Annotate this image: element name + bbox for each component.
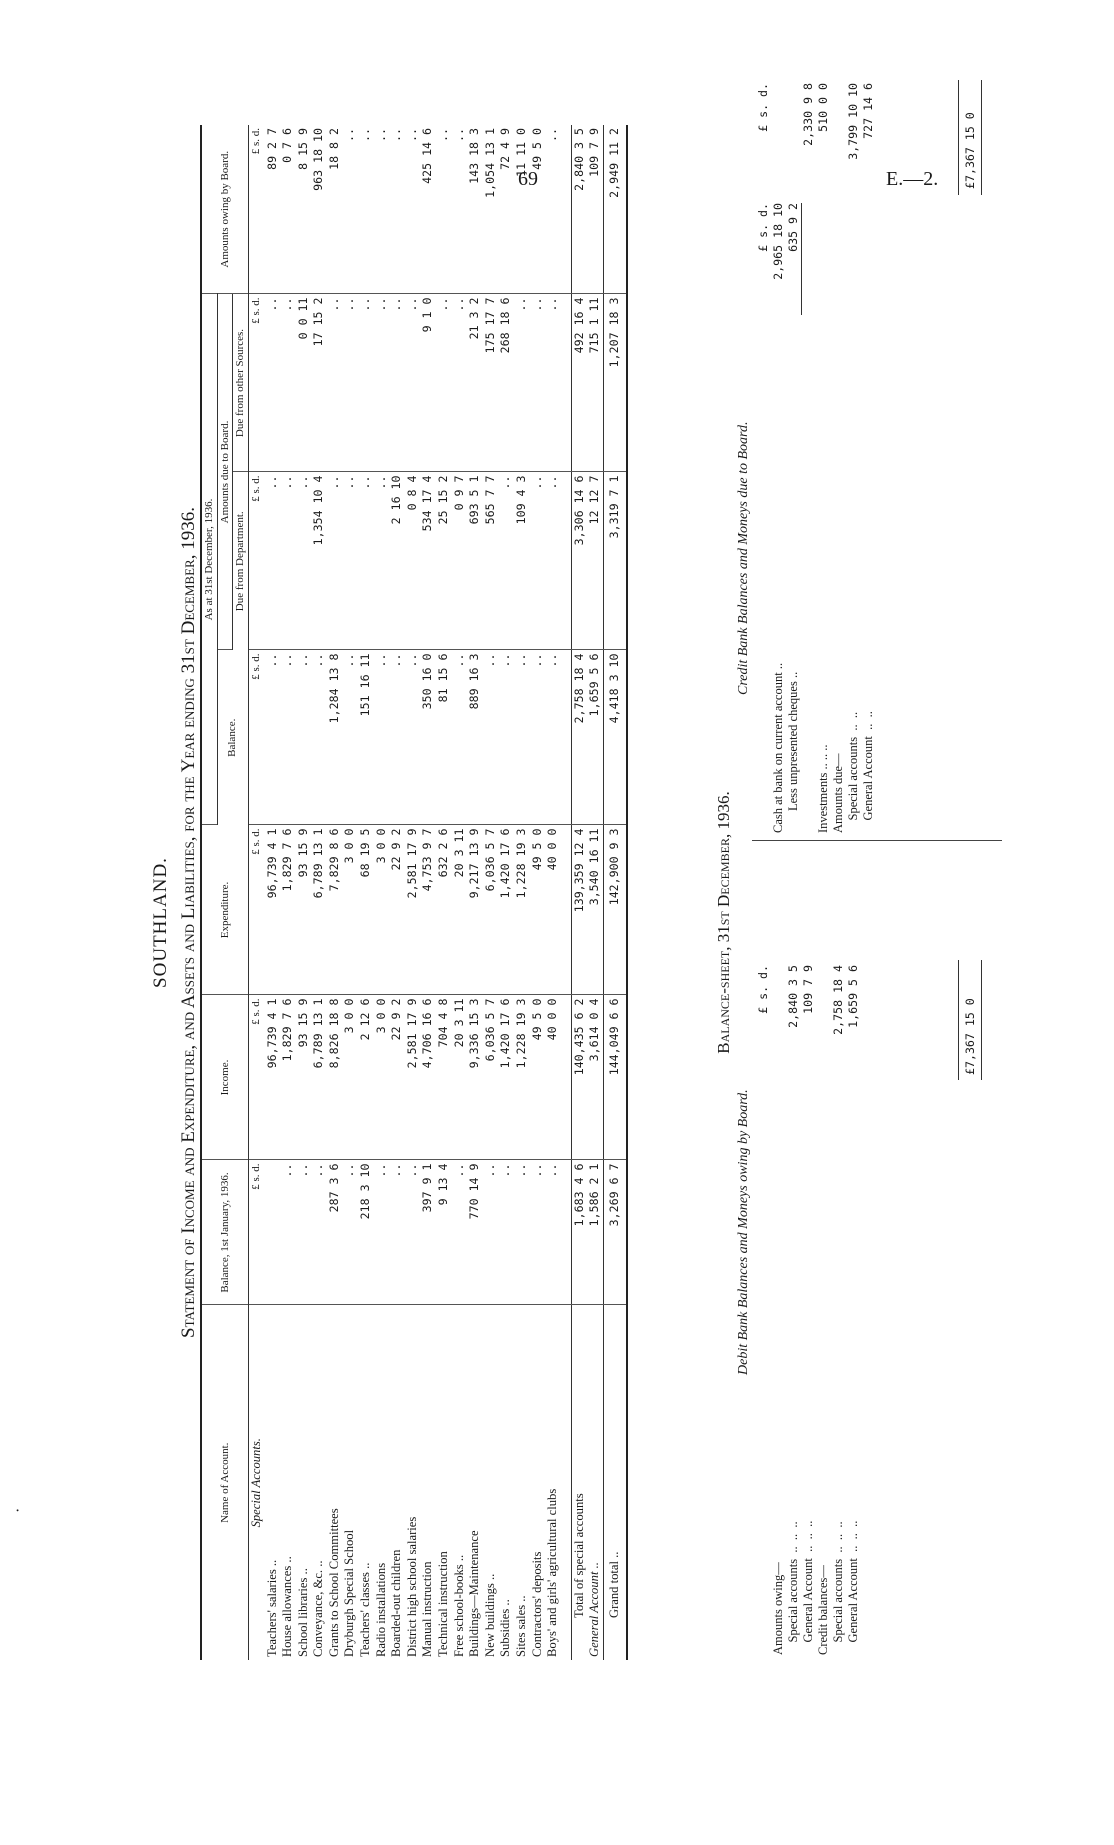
due-dept-cell: 3,319 7 1 [603, 472, 627, 650]
due-other-cell: .. [436, 294, 452, 472]
balance-start-cell [265, 1160, 281, 1305]
bs-label: Amounts due— [831, 753, 845, 833]
due-dept-cell: .. [327, 472, 343, 650]
owing-cell: 963 18 10 [311, 125, 327, 294]
debit-total: £7,367 15 0 [963, 998, 977, 1075]
bs-label: General Account .. .. [861, 711, 875, 833]
due-other-cell: .. [327, 294, 343, 472]
balance-end-cell: 889 16 3 [467, 650, 483, 825]
owing-cell: .. [358, 125, 374, 294]
account-name: Grants to School Committees [326, 1508, 341, 1657]
due-dept-cell: 693 5 1 [467, 472, 483, 650]
due-other-cell: .. [545, 294, 561, 472]
balance-start-cell: .. [483, 1160, 499, 1305]
due-dept-cell: 1,354 10 4 [311, 472, 327, 650]
balance-start-cell: .. [311, 1160, 327, 1305]
due-other-cell: 268 18 6 [498, 294, 514, 472]
units-cell: £ s. d. [248, 472, 264, 650]
owing-cell: 89 2 7 [265, 125, 281, 294]
expenditure-cell: 22 9 2 [389, 825, 405, 995]
due-dept-cell: .. [358, 472, 374, 650]
statement-title: Statement of Income and Expenditure, and Assets and Liabilities, for the Year ending 31st December, 1936. [178, 507, 199, 1338]
due-dept-cell: .. [374, 472, 390, 650]
account-name: Radio installations [373, 1562, 388, 1657]
due-dept-cell: 25 15 2 [436, 472, 452, 650]
debit-section [756, 850, 861, 1655]
credit-total-rule [958, 80, 959, 195]
expenditure-cell: 4,753 9 7 [420, 825, 436, 995]
bs-amount: 635 9 2 [786, 203, 800, 252]
list-item [771, 13, 786, 833]
units-cell: £ s. d. [248, 125, 264, 294]
due-other-cell: .. [452, 294, 468, 472]
table-row [452, 125, 468, 1660]
due-other-cell: .. [265, 294, 281, 472]
owing-cell: 8 15 9 [296, 125, 312, 294]
owing-cell: .. [545, 125, 561, 294]
print-mark: · [10, 1507, 27, 1513]
expenditure-cell: 93 15 9 [296, 825, 312, 995]
account-name: Technical instruction [436, 1551, 451, 1657]
bs-label: Special accounts .. .. .. [831, 1521, 845, 1655]
due-dept-cell: 12 12 7 [587, 472, 603, 650]
header-owing: Amounts owing by Board. [201, 125, 248, 294]
header-name: Name of Account. [201, 1305, 248, 1660]
region-title: SOUTHLAND. [150, 857, 171, 988]
balance-start-cell: .. [452, 1160, 468, 1305]
expenditure-cell: 2,581 17 9 [405, 825, 421, 995]
income-cell: 1,829 7 6 [280, 995, 296, 1160]
due-other-cell: 715 1 11 [587, 294, 603, 472]
due-other-cell: 492 16 4 [571, 294, 587, 472]
list-item [831, 850, 846, 1655]
balance-start-cell: .. [342, 1160, 358, 1305]
grand-total-row [603, 125, 627, 1660]
owing-cell: .. [374, 125, 390, 294]
income-expenditure-table [200, 125, 628, 1660]
bs-label: Amounts owing— [771, 1562, 785, 1655]
due-other-cell: 21 3 2 [467, 294, 483, 472]
income-cell: 704 4 8 [436, 995, 452, 1160]
balance-start-cell: 218 3 10 [358, 1160, 374, 1305]
bs-amount: 2,965 18 10 [771, 203, 785, 280]
spacer-row [561, 125, 572, 1660]
due-dept-cell: 3,306 14 6 [571, 472, 587, 650]
bs-amount: 109 7 9 [801, 965, 815, 1014]
table-row [467, 125, 483, 1660]
bs-label: Cash at bank on current account .. [771, 662, 785, 833]
header-amounts-due: Amounts due to Board. [217, 294, 233, 650]
balance-sheet-divider [752, 840, 1002, 841]
due-other-cell: .. [530, 294, 546, 472]
due-other-cell: 17 15 2 [311, 294, 327, 472]
income-cell: 20 3 11 [452, 995, 468, 1160]
account-name: Free school-books .. [451, 1554, 466, 1657]
income-cell: 2,581 17 9 [405, 995, 421, 1160]
credit-section [756, 13, 876, 833]
balance-end-cell: .. [514, 650, 530, 825]
account-name: Buildings—Maintenance [467, 1530, 482, 1657]
list-item [831, 13, 846, 833]
account-name: Subsidies .. [498, 1599, 513, 1657]
due-dept-cell: .. [530, 472, 546, 650]
balance-sheet-title: Balance-sheet, 31st December, 1936. [714, 791, 733, 1054]
account-name: District high school salaries [404, 1516, 419, 1657]
income-cell: 22 9 2 [389, 995, 405, 1160]
income-cell: 1,228 19 3 [514, 995, 530, 1160]
balance-end-cell: .. [405, 650, 421, 825]
account-name: New buildings .. [482, 1573, 497, 1657]
table-row [265, 125, 281, 1660]
expenditure-cell: 1,228 19 3 [514, 825, 530, 995]
units-cell: £ s. d. [248, 825, 264, 995]
income-cell: 8,826 18 8 [327, 995, 343, 1160]
balance-end-cell: 350 16 0 [420, 650, 436, 825]
table-row [420, 125, 436, 1660]
due-dept-cell: 109 4 3 [514, 472, 530, 650]
bs-label: Investments .. .. .. [816, 744, 830, 833]
expenditure-cell: 9,217 13 9 [467, 825, 483, 995]
balance-start-cell: .. [530, 1160, 546, 1305]
header-due-other: Due from other Sources. [233, 294, 249, 472]
income-cell: 6,036 5 7 [483, 995, 499, 1160]
due-other-cell: .. [280, 294, 296, 472]
owing-cell: 18 8 2 [327, 125, 343, 294]
account-name: School libraries .. [295, 1568, 310, 1657]
balance-end-cell: .. [374, 650, 390, 825]
balance-start-cell: 397 9 1 [420, 1160, 436, 1305]
table-row [514, 125, 530, 1660]
balance-start-cell: .. [280, 1160, 296, 1305]
expenditure-cell: 20 3 11 [452, 825, 468, 995]
bs-amount: 3,799 10 10 [846, 83, 860, 160]
document-code: E.—2. [886, 168, 939, 190]
account-name: Sites sales .. [514, 1595, 529, 1657]
table-row [358, 125, 374, 1660]
credit-total: £7,367 15 0 [963, 112, 977, 189]
owing-cell: 11 11 0 [514, 125, 530, 294]
table-row [545, 125, 561, 1660]
bs-amount: 510 0 0 [816, 83, 830, 132]
header-balance: Balance. [217, 650, 248, 825]
credit-title: Credit Bank Balances and Moneys due to Board. [736, 421, 751, 695]
balance-end-cell: 2,758 18 4 [571, 650, 587, 825]
expenditure-cell: 40 0 0 [545, 825, 561, 995]
general-account-row [587, 125, 603, 1660]
balance-end-cell: .. [530, 650, 546, 825]
units-cell: £ s. d. [248, 650, 264, 825]
account-name: Teachers' classes .. [358, 1562, 373, 1657]
balance-start-cell: .. [545, 1160, 561, 1305]
owing-cell: 2,949 11 2 [603, 125, 627, 294]
due-dept-cell: 534 17 4 [420, 472, 436, 650]
income-cell: 49 5 0 [530, 995, 546, 1160]
bs-label: General Account .. .. .. [846, 1520, 860, 1655]
balance-start-cell: 287 3 6 [327, 1160, 343, 1305]
account-name: Total of special accounts [571, 1305, 587, 1660]
list-item [801, 850, 816, 1655]
due-dept-cell: 2 16 10 [389, 472, 405, 650]
balance-start-cell: .. [296, 1160, 312, 1305]
income-cell: 96,739 4 1 [265, 995, 281, 1160]
account-name: Boys' and girls' agricultural clubs [545, 1488, 560, 1657]
bs-units: £ s. d. [756, 83, 770, 132]
account-name: House allowances .. [280, 1556, 295, 1657]
units-row [248, 125, 264, 1660]
balance-end-cell: 1,659 5 6 [587, 650, 603, 825]
expenditure-cell: 7,829 8 6 [327, 825, 343, 995]
due-other-cell: 0 0 11 [296, 294, 312, 472]
balance-start-cell: 3,269 6 7 [603, 1160, 627, 1305]
units-cell: £ s. d. [248, 1160, 264, 1305]
owing-cell: 49 5 0 [530, 125, 546, 294]
bs-label: Credit balances— [816, 1565, 830, 1655]
expenditure-cell: 139,359 12 4 [571, 825, 587, 995]
table-row [405, 125, 421, 1660]
owing-cell: .. [342, 125, 358, 294]
income-cell: 3 0 0 [374, 995, 390, 1160]
owing-cell: 1,054 13 1 [483, 125, 499, 294]
expenditure-cell: 3,540 16 11 [587, 825, 603, 995]
list-item [861, 13, 876, 833]
table-row [483, 125, 499, 1660]
balance-end-cell: 81 15 6 [436, 650, 452, 825]
expenditure-cell: 49 5 0 [530, 825, 546, 995]
table-row [498, 125, 514, 1660]
expenditure-cell: 3 0 0 [342, 825, 358, 995]
owing-cell: 425 14 6 [420, 125, 436, 294]
balance-end-cell: .. [265, 650, 281, 825]
due-dept-cell: .. [342, 472, 358, 650]
account-name: Boarded-out children [389, 1549, 404, 1657]
table-row [311, 125, 327, 1660]
account-name: Teachers' salaries .. [264, 1559, 279, 1657]
expenditure-cell: 96,739 4 1 [265, 825, 281, 995]
debit-title: Debit Bank Balances and Moneys owing by Board. [736, 1089, 751, 1375]
due-other-cell: .. [514, 294, 530, 472]
list-item [786, 850, 801, 1655]
header-expenditure: Expenditure. [201, 825, 248, 995]
balance-start-cell: 9 13 4 [436, 1160, 452, 1305]
list-item [771, 850, 786, 1655]
income-cell: 40 0 0 [545, 995, 561, 1160]
expenditure-cell: 6,036 5 7 [483, 825, 499, 995]
header-due-dept: Due from Department. [233, 472, 249, 650]
income-cell: 4,706 16 6 [420, 995, 436, 1160]
units-cell: £ s. d. [248, 294, 264, 472]
due-other-cell: 1,207 18 3 [603, 294, 627, 472]
balance-end-cell: 1,284 13 8 [327, 650, 343, 825]
account-name: General Account .. [587, 1562, 602, 1657]
expenditure-cell: 68 19 5 [358, 825, 374, 995]
owing-cell: 72 4 9 [498, 125, 514, 294]
list-item [846, 850, 861, 1655]
due-other-cell: .. [389, 294, 405, 472]
bs-label: Special accounts .. .. .. [786, 1521, 800, 1655]
bs-amount: 1,659 5 6 [846, 965, 860, 1028]
balance-start-cell: 1,586 2 1 [587, 1160, 603, 1305]
balance-end-cell: .. [280, 650, 296, 825]
table-row [530, 125, 546, 1660]
balance-start-cell: 770 14 9 [467, 1160, 483, 1305]
bs-units: £ s. d. [756, 203, 770, 252]
table-row [389, 125, 405, 1660]
bs-label: Special accounts .. .. [846, 711, 860, 833]
balance-start-cell: .. [389, 1160, 405, 1305]
page-number: 69 [518, 168, 538, 190]
owing-cell: 109 7 9 [587, 125, 603, 294]
bs-units: £ s. d. [756, 965, 770, 1014]
balance-end-cell: .. [498, 650, 514, 825]
bs-label: Less unpresented cheques .. [786, 671, 800, 811]
list-item [846, 13, 861, 833]
balance-end-cell: .. [342, 650, 358, 825]
header-income: Income. [201, 995, 248, 1160]
due-other-cell: 175 17 7 [483, 294, 499, 472]
due-dept-cell: 0 8 4 [405, 472, 421, 650]
balance-start-cell: .. [374, 1160, 390, 1305]
expenditure-cell: 142,900 9 3 [603, 825, 627, 995]
owing-cell: .. [452, 125, 468, 294]
bs-amount: 2,758 18 4 [831, 965, 845, 1035]
owing-cell: 143 18 3 [467, 125, 483, 294]
list-item [786, 13, 801, 833]
debit-total-double-rule [981, 960, 982, 1080]
expenditure-cell: 6,789 13 1 [311, 825, 327, 995]
due-other-cell: .. [342, 294, 358, 472]
account-name: Manual instruction [420, 1561, 435, 1657]
header-as-at: As at 31st December, 1936. [201, 294, 217, 825]
table-row [296, 125, 312, 1660]
due-dept-cell: .. [498, 472, 514, 650]
due-dept-cell: .. [296, 472, 312, 650]
bs-label: General Account .. .. .. [801, 1520, 815, 1655]
table-row [280, 125, 296, 1660]
table-row [327, 125, 343, 1660]
expenditure-cell: 632 2 6 [436, 825, 452, 995]
balance-end-cell: 4,418 3 10 [603, 650, 627, 825]
table-row [374, 125, 390, 1660]
balance-end-cell: .. [483, 650, 499, 825]
balance-start-cell: .. [405, 1160, 421, 1305]
owing-cell: .. [436, 125, 452, 294]
list-item [816, 850, 831, 1655]
units-cell: £ s. d. [248, 995, 264, 1160]
income-cell: 9,336 15 3 [467, 995, 483, 1160]
owing-cell: 0 7 6 [280, 125, 296, 294]
credit-sub-rule [801, 203, 802, 315]
income-cell: 6,789 13 1 [311, 995, 327, 1160]
expenditure-cell: 1,420 17 6 [498, 825, 514, 995]
total-special-row [571, 125, 587, 1660]
expenditure-cell: 3 0 0 [374, 825, 390, 995]
balance-end-cell: .. [545, 650, 561, 825]
income-cell: 140,435 6 2 [571, 995, 587, 1160]
balance-start-cell: 1,683 4 6 [571, 1160, 587, 1305]
owing-cell: .. [405, 125, 421, 294]
income-cell: 3 0 0 [342, 995, 358, 1160]
income-cell: 1,420 17 6 [498, 995, 514, 1160]
income-cell: 144,049 6 6 [603, 995, 627, 1160]
due-other-cell: 9 1 0 [420, 294, 436, 472]
due-dept-cell: .. [545, 472, 561, 650]
due-dept-cell: .. [280, 472, 296, 650]
owing-cell: .. [389, 125, 405, 294]
balance-start-cell: .. [514, 1160, 530, 1305]
header-balance-start: Balance, 1st January, 1936. [201, 1160, 248, 1305]
bs-amount: 2,330 9 8 [801, 83, 815, 146]
debit-total-rule [958, 960, 959, 1080]
balance-end-cell: 151 16 11 [358, 650, 374, 825]
expenditure-cell: 1,829 7 6 [280, 825, 296, 995]
table-row [342, 125, 358, 1660]
account-name: Conveyance, &c. .. [311, 1560, 326, 1657]
due-other-cell: .. [405, 294, 421, 472]
due-dept-cell: .. [265, 472, 281, 650]
due-dept-cell: 565 7 7 [483, 472, 499, 650]
section-special-label: Special Accounts. [248, 1438, 263, 1528]
bs-amount: 2,840 3 5 [786, 965, 800, 1028]
balance-start-cell: .. [498, 1160, 514, 1305]
account-name: Dryburgh Special School [342, 1529, 357, 1657]
list-item [816, 13, 831, 833]
due-other-cell: .. [358, 294, 374, 472]
credit-total-double-rule [981, 80, 982, 195]
income-cell: 93 15 9 [296, 995, 312, 1160]
list-item [801, 13, 816, 833]
owing-cell: 2,840 3 5 [571, 125, 587, 294]
account-name: Grand total .. [603, 1305, 627, 1660]
balance-end-cell: .. [311, 650, 327, 825]
table-row [436, 125, 452, 1660]
balance-end-cell: .. [452, 650, 468, 825]
due-other-cell: .. [374, 294, 390, 472]
balance-end-cell: .. [296, 650, 312, 825]
due-dept-cell: 0 9 7 [452, 472, 468, 650]
account-name: Contractors' deposits [529, 1551, 544, 1657]
bs-amount: 727 14 6 [861, 83, 875, 139]
income-cell: 2 12 6 [358, 995, 374, 1160]
balance-end-cell: .. [389, 650, 405, 825]
income-cell: 3,614 0 4 [587, 995, 603, 1160]
